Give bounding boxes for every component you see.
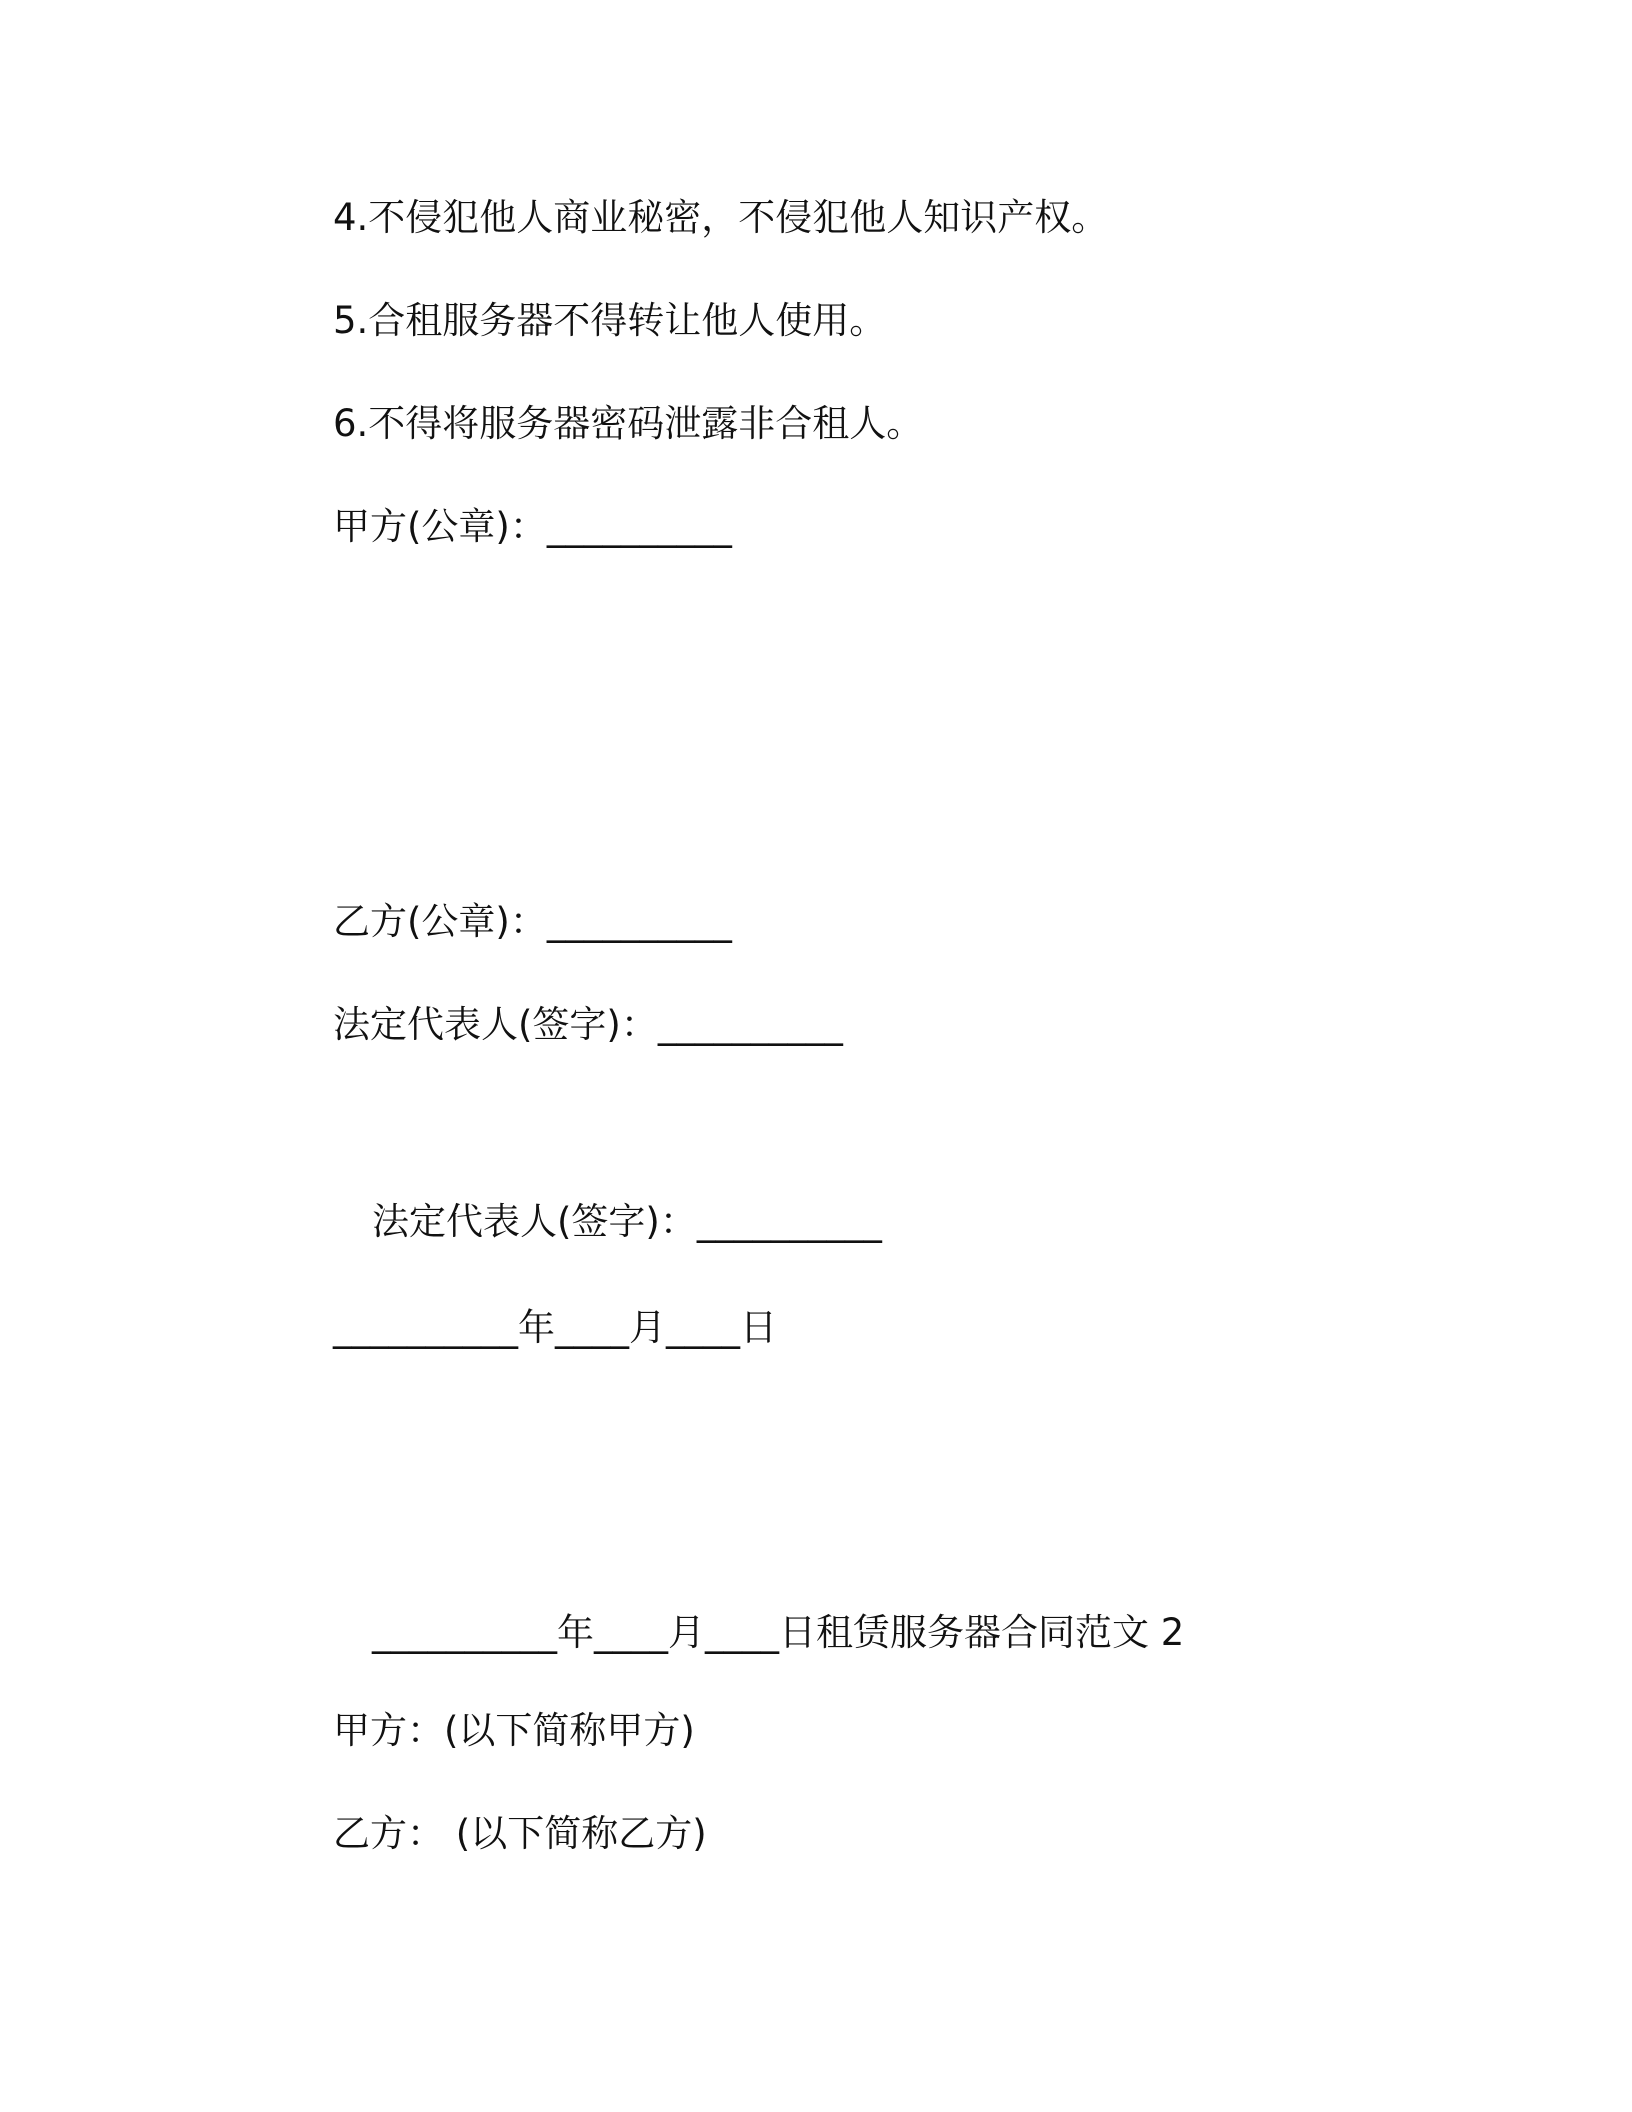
date-line: __________年____月____日 <box>333 1306 777 1349</box>
clause-5-text: 5.合租服务器不得转让他人使用。 <box>333 299 887 342</box>
legal-rep-signature-line: 法定代表人(签字)：__________ <box>333 1003 843 1046</box>
legal-rep-signature-line-2: 法定代表人(签字)：__________ <box>372 1200 882 1243</box>
clause-6-text: 6.不得将服务器密码泄露非合租人。 <box>333 402 924 445</box>
party-b-seal-line: 乙方(公章)：__________ <box>333 900 732 943</box>
clause-4-text: 4.不侵犯他人商业秘密，不侵犯他人知识产权。 <box>333 196 1109 239</box>
party-b-short-line: 乙方： (以下简称乙方) <box>333 1812 707 1855</box>
party-a-seal-line: 甲方(公章)：__________ <box>333 505 732 548</box>
contract-2-title-line: __________年____月____日租赁服务器合同范文 2 <box>372 1611 1185 1654</box>
party-a-short-line: 甲方：(以下简称甲方) <box>333 1709 695 1752</box>
